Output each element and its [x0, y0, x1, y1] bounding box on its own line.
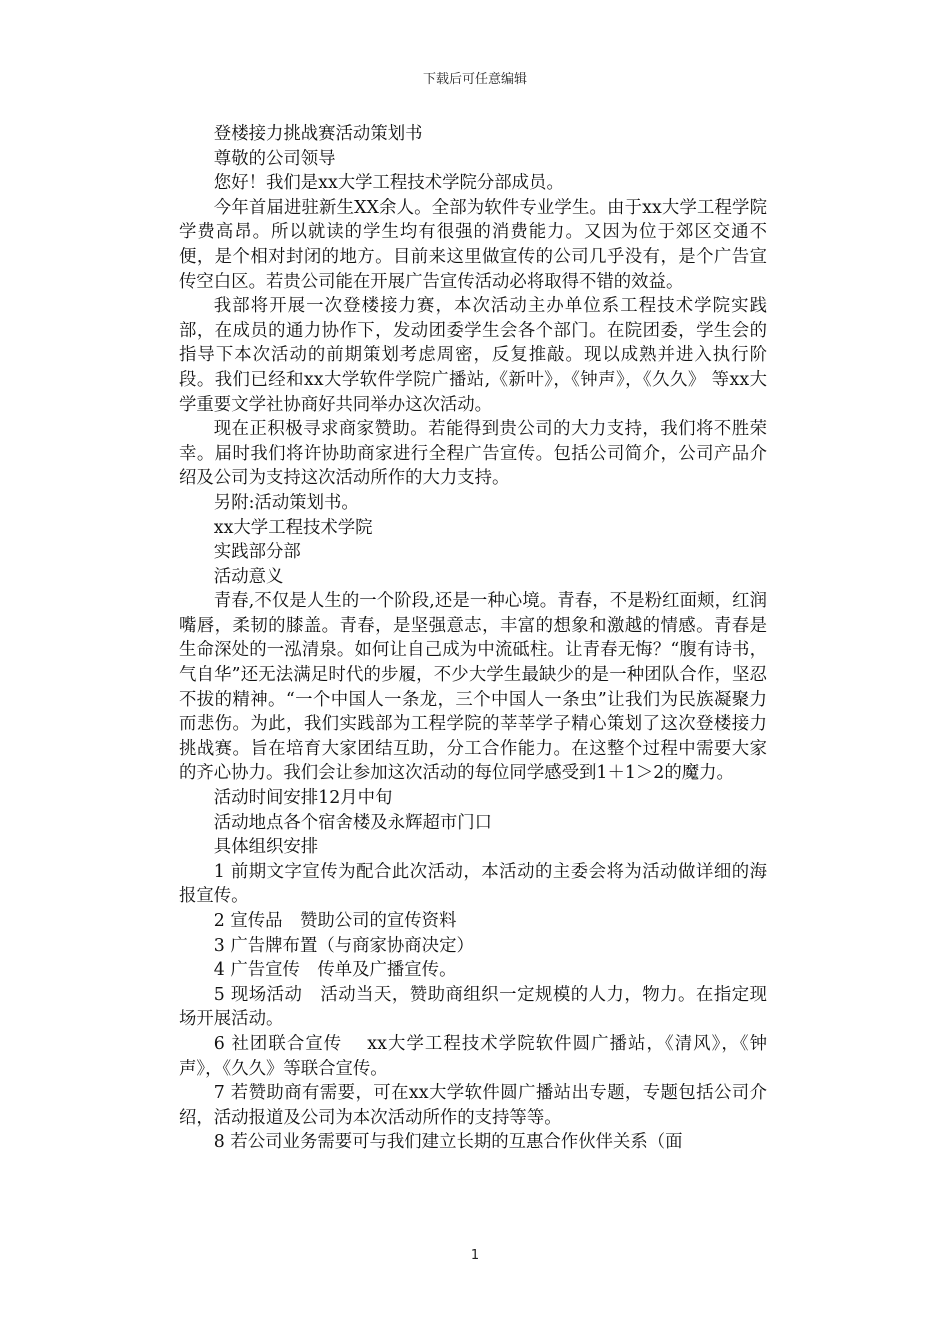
list-item: 6 社团联合宣传 xx大学工程技术学院软件圆广播站，《清风》，《钟声》，《久久》等联合宣传。 — [179, 1033, 767, 1079]
signature-school: xx大学工程技术学院 — [213, 517, 373, 538]
attachment-note: 另附:活动策划书。 — [213, 492, 359, 513]
list-item: 1 前期文字宣传为配合此次活动，本活动的主委会将为活动做详细的海报宣传。 — [179, 861, 767, 907]
body-paragraph: 现在正积极寻求商家赞助。若能得到贵公司的大力支持，我们将不胜荣幸。届时我们将许协助商家进行全程广告宣传。包括公司简介，公司产品介绍及公司为支持这次活动所作的大力支持。 — [179, 419, 767, 489]
list-item: 8 若公司业务需要可与我们建立长期的互惠合作伙伴关系（面 — [213, 1132, 683, 1153]
list-item: 7 若赞助商有需要，可在xx大学软件圆广播站出专题，专题包括公司介绍，活动报道及公司为本次活动所作的支持等等。 — [179, 1083, 767, 1128]
list-item: 5 现场活动 活动当天，赞助商组织一定规模的人力，物力。在指定现场开展活动。 — [179, 984, 767, 1030]
document-title: 登楼接力挑战赛活动策划书 — [213, 124, 423, 144]
list-item: 2 宣传品 赞助公司的宣传资料 — [213, 911, 457, 931]
document-body — [179, 122, 767, 1155]
greeting-paragraph: 您好！我们是xx大学工程技术学院分部成员。 — [213, 173, 564, 194]
section-heading: 活动意义 — [213, 566, 284, 587]
body-paragraph: 今年首届进驻新生XX余人。全部为软件专业学生。由于xx大学工程学院学费高昂。所以就读的学生均有很强的消费能力。又因为位于郊区交通不便，是个相对封闭的地方。目前来这里做宣传的公司几乎没有，是个广告宣传空白区。若贵公司能在开展广告宣传活动必将取得不错的效益。 — [179, 197, 767, 292]
salutation: 尊敬的公司领导 — [213, 148, 336, 169]
body-paragraph: 我部将开展一次登楼接力赛，本次活动主办单位系工程技术学院实践部，在成员的通力协作下，发动团委学生会各个部门。在院团委，学生会的指导下本次活动的前期策划考虑周密，反复推敲。现以成熟并进入执行阶段。我们已经和xx大学软件学院广播站,《新叶》，《钟声》，《久久》 等xx大学重要文学社协商好共同举办这次活动。 — [179, 296, 767, 415]
page-number: 1 — [470, 1248, 480, 1263]
section-heading: 具体组织安排 — [213, 837, 319, 858]
list-item: 3 广告牌布置（与商家协商决定） — [213, 935, 474, 956]
page-header-note: 下载后可任意编辑 — [422, 72, 527, 87]
activity-time: 活动时间安排12月中旬 — [213, 788, 393, 809]
body-paragraph: 青春,不仅是人生的一个阶段,还是一种心境。青春，不是粉红面颊，红润嘴唇，柔韧的膝盖。青春，是坚强意志，丰富的想象和激越的情感。青春是生命深处的一泓清泉。如何让自己成为中流砥柱。让青春无悔？“腹有诗书，气自华”还无法满足时代的步履，不少大学生最缺少的是一种团队合作，坚忍不拔的精神。“一个中国人一条龙，三个中国人一条虫”让我们为民族凝聚力而悲伤。为此，我们实践部为工程学院的莘莘学子精心策划了这次登楼接力挑战赛。旨在培育大家团结互助，分工合作能力。在这整个过程中需要大家的齐心协力。我们会让参加这次活动的每位同学感受到1＋1＞2的魔力。 — [179, 591, 767, 784]
list-item: 4 广告宣传 传单及广播宣传。 — [213, 960, 457, 981]
activity-location: 活动地点各个宿舍楼及永辉超市门口 — [213, 812, 493, 833]
signature-department: 实践部分部 — [213, 542, 301, 563]
